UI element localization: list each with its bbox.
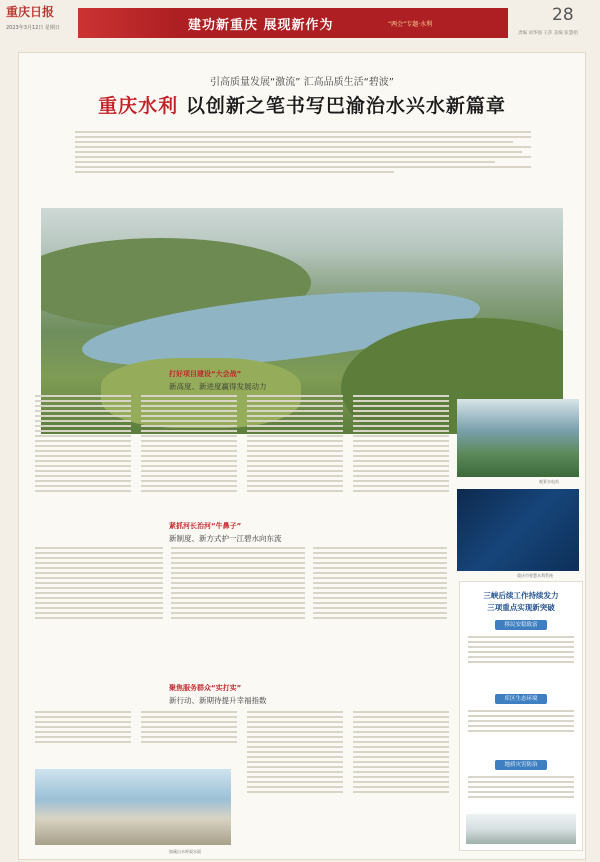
sidebar-tag-2: 库区生态环境	[495, 694, 547, 704]
sidebar-tag-3: 地质灾害防治	[495, 760, 547, 770]
section-1-col-4	[353, 393, 449, 553]
photo-dam	[457, 399, 579, 477]
section-3-col-2-top	[141, 709, 237, 767]
sidebar-photo	[466, 814, 576, 844]
section-1-subtitle: 新高度、新进度赢得发展动力	[169, 382, 267, 391]
sidebar-box	[459, 581, 583, 851]
photo-smart-system-caption: 重庆市智慧水利系统	[517, 573, 553, 578]
lead-paragraph	[75, 129, 531, 176]
section-2-col-1	[35, 545, 163, 665]
sidebar-text-2	[468, 708, 574, 735]
sidebar-text-1	[468, 634, 574, 666]
section-3-col-1-top	[35, 709, 131, 767]
headline-red: 重庆水利	[98, 95, 179, 117]
section-1-col-3	[247, 393, 343, 553]
sidebar-text-3	[468, 774, 574, 801]
photo-smart-system	[457, 489, 579, 571]
editors-line: 责编 刘华强 王萍 美编 张慧娟	[518, 31, 578, 36]
bridge-graphic	[78, 8, 178, 38]
masthead	[0, 0, 600, 40]
section-banner	[78, 8, 508, 38]
section-2-subtitle: 新制度、新方式护一江碧水向东流	[169, 534, 282, 543]
section-1-title: 打好项目建设“大会战”	[169, 370, 242, 378]
section-3-col-4	[353, 709, 449, 849]
section-1-col-1	[35, 393, 131, 553]
section-2-col-3	[313, 545, 447, 665]
sidebar-title-2: 三项重点实现新突破	[487, 603, 555, 612]
section-2-title: 紧抓河长治河“牛鼻子”	[169, 522, 242, 530]
headline-black: 以创新之笔书写巴渝治水兴水新篇章	[185, 95, 506, 117]
page-number: 28	[552, 5, 574, 25]
section-2-col-2	[171, 545, 305, 665]
banner-title: 建功新重庆 展现新作为	[188, 18, 334, 33]
banner-subtitle: “两会”专题·水利	[388, 21, 433, 28]
section-3-subtitle: 新行动、新期待提升幸福指数	[169, 696, 267, 705]
sidebar-title-1: 三峡后续工作持续发力	[483, 591, 559, 600]
article-kicker: 引高质量发展“激流” 汇高品质生活“碧波”	[210, 77, 394, 88]
sidebar-tag-1: 移民安稳致富	[495, 620, 547, 630]
article-headline	[19, 91, 585, 118]
article-card	[18, 52, 586, 860]
photo-dam-caption: 观景水电站	[539, 479, 559, 484]
section-3-col-3	[247, 709, 343, 849]
photo-reservoir-town-caption: 如溪山水库渠水面	[169, 849, 201, 854]
photo-reservoir-town	[35, 769, 231, 845]
section-3-title: 聚焦服务群众“实打实”	[169, 684, 242, 692]
issue-date: 2023年3月12日 星期日	[6, 25, 60, 31]
newspaper-logo: 重庆日报	[6, 5, 55, 19]
